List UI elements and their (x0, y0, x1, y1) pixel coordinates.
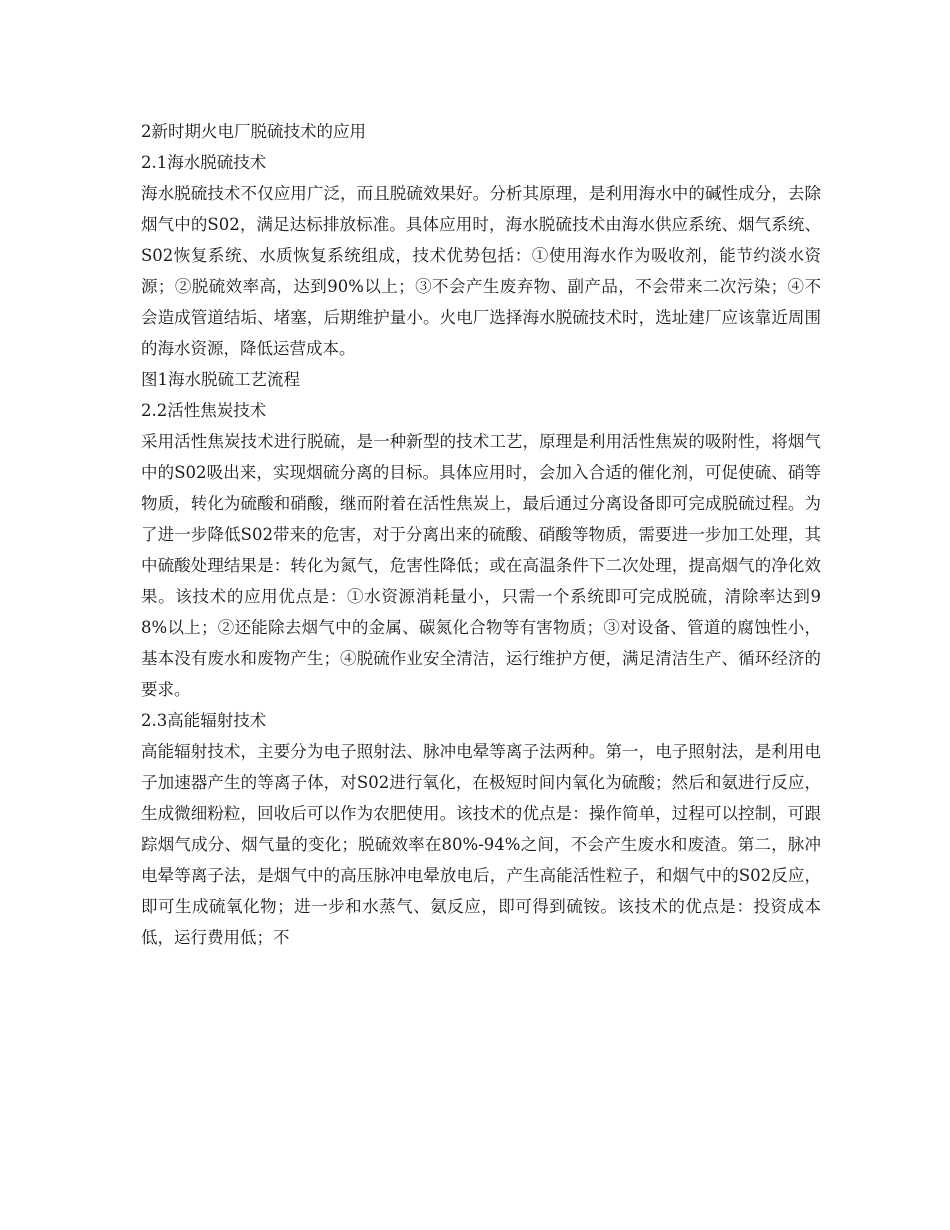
section-title: 2新时期火电厂脱硫技术的应用 (141, 122, 366, 141)
paragraph-seawater: 海水脱硫技术不仅应用广泛，而且脱硫效果好。分析其原理，是利用海水中的碱性成分，去除烟气中的S02，满足达标排放标准。具体应用时，海水脱硫技术由海水供应系统、烟气系统、S02恢复系统、水质恢复系统组成，技术优势包括：①使用海水作为吸收剂，能节约淡水资源；②脱硫效率高，达到90%以上；③不会产生废弃物、副产品，不会带来二次污染；④不会造成管道结垢、堵塞，后期维护量小。火电厂选择海水脱硫技术时，选址建厂应该靠近周围的海水资源，降低运营成本。 (141, 184, 821, 358)
subsection-heading-radiation: 2.3高能辐射技术 (141, 711, 267, 730)
paragraph-radiation: 高能辐射技术，主要分为电子照射法、脉冲电晕等离子法两种。第一，电子照射法，是利用电子加速器产生的等离子体，对S02进行氧化，在极短时间内氧化为硫酸；然后和氨进行反应，生成微细粉粒，回收后可以作为农肥使用。该技术的优点是：操作简单，过程可以控制，可跟踪烟气成分、烟气量的变化；脱硫效率在80%-94%之间，不会产生废水和废渣。第二，脉冲电晕等离子法，是烟气中的高压脉冲电晕放电后，产生高能活性粒子，和烟气中的S02反应，即可生成硫氧化物；进一步和水蒸气、氨反应，即可得到硫铵。该技术的优点是：投资成本低，运行费用低；不 (141, 742, 821, 947)
subsection-heading-activated-coke: 2.2活性焦炭技术 (141, 401, 267, 420)
document-body (141, 116, 821, 953)
figure-caption: 图1海水脱硫工艺流程 (141, 370, 300, 389)
subsection-heading-seawater: 2.1海水脱硫技术 (141, 153, 267, 172)
paragraph-activated-coke: 采用活性焦炭技术进行脱硫，是一种新型的技术工艺，原理是利用活性焦炭的吸附性，将烟气中的S02吸出来，实现烟硫分离的目标。具体应用时，会加入合适的催化剂，可促使硫、硝等物质，转化为硫酸和硝酸，继而附着在活性焦炭上，最后通过分离设备即可完成脱硫过程。为了进一步降低S02带来的危害，对于分离出来的硫酸、硝酸等物质，需要进一步加工处理，其中硫酸处理结果是：转化为氮气，危害性降低；或在高温条件下二次处理，提高烟气的净化效果。该技术的应用优点是：①水资源消耗量小，只需一个系统即可完成脱硫，清除率达到98%以上；②还能除去烟气中的金属、碳氮化合物等有害物质；③对设备、管道的腐蚀性小，基本没有废水和废物产生；④脱硫作业安全清洁，运行维护方便，满足清洁生产、循环经济的要求。 (141, 432, 821, 699)
